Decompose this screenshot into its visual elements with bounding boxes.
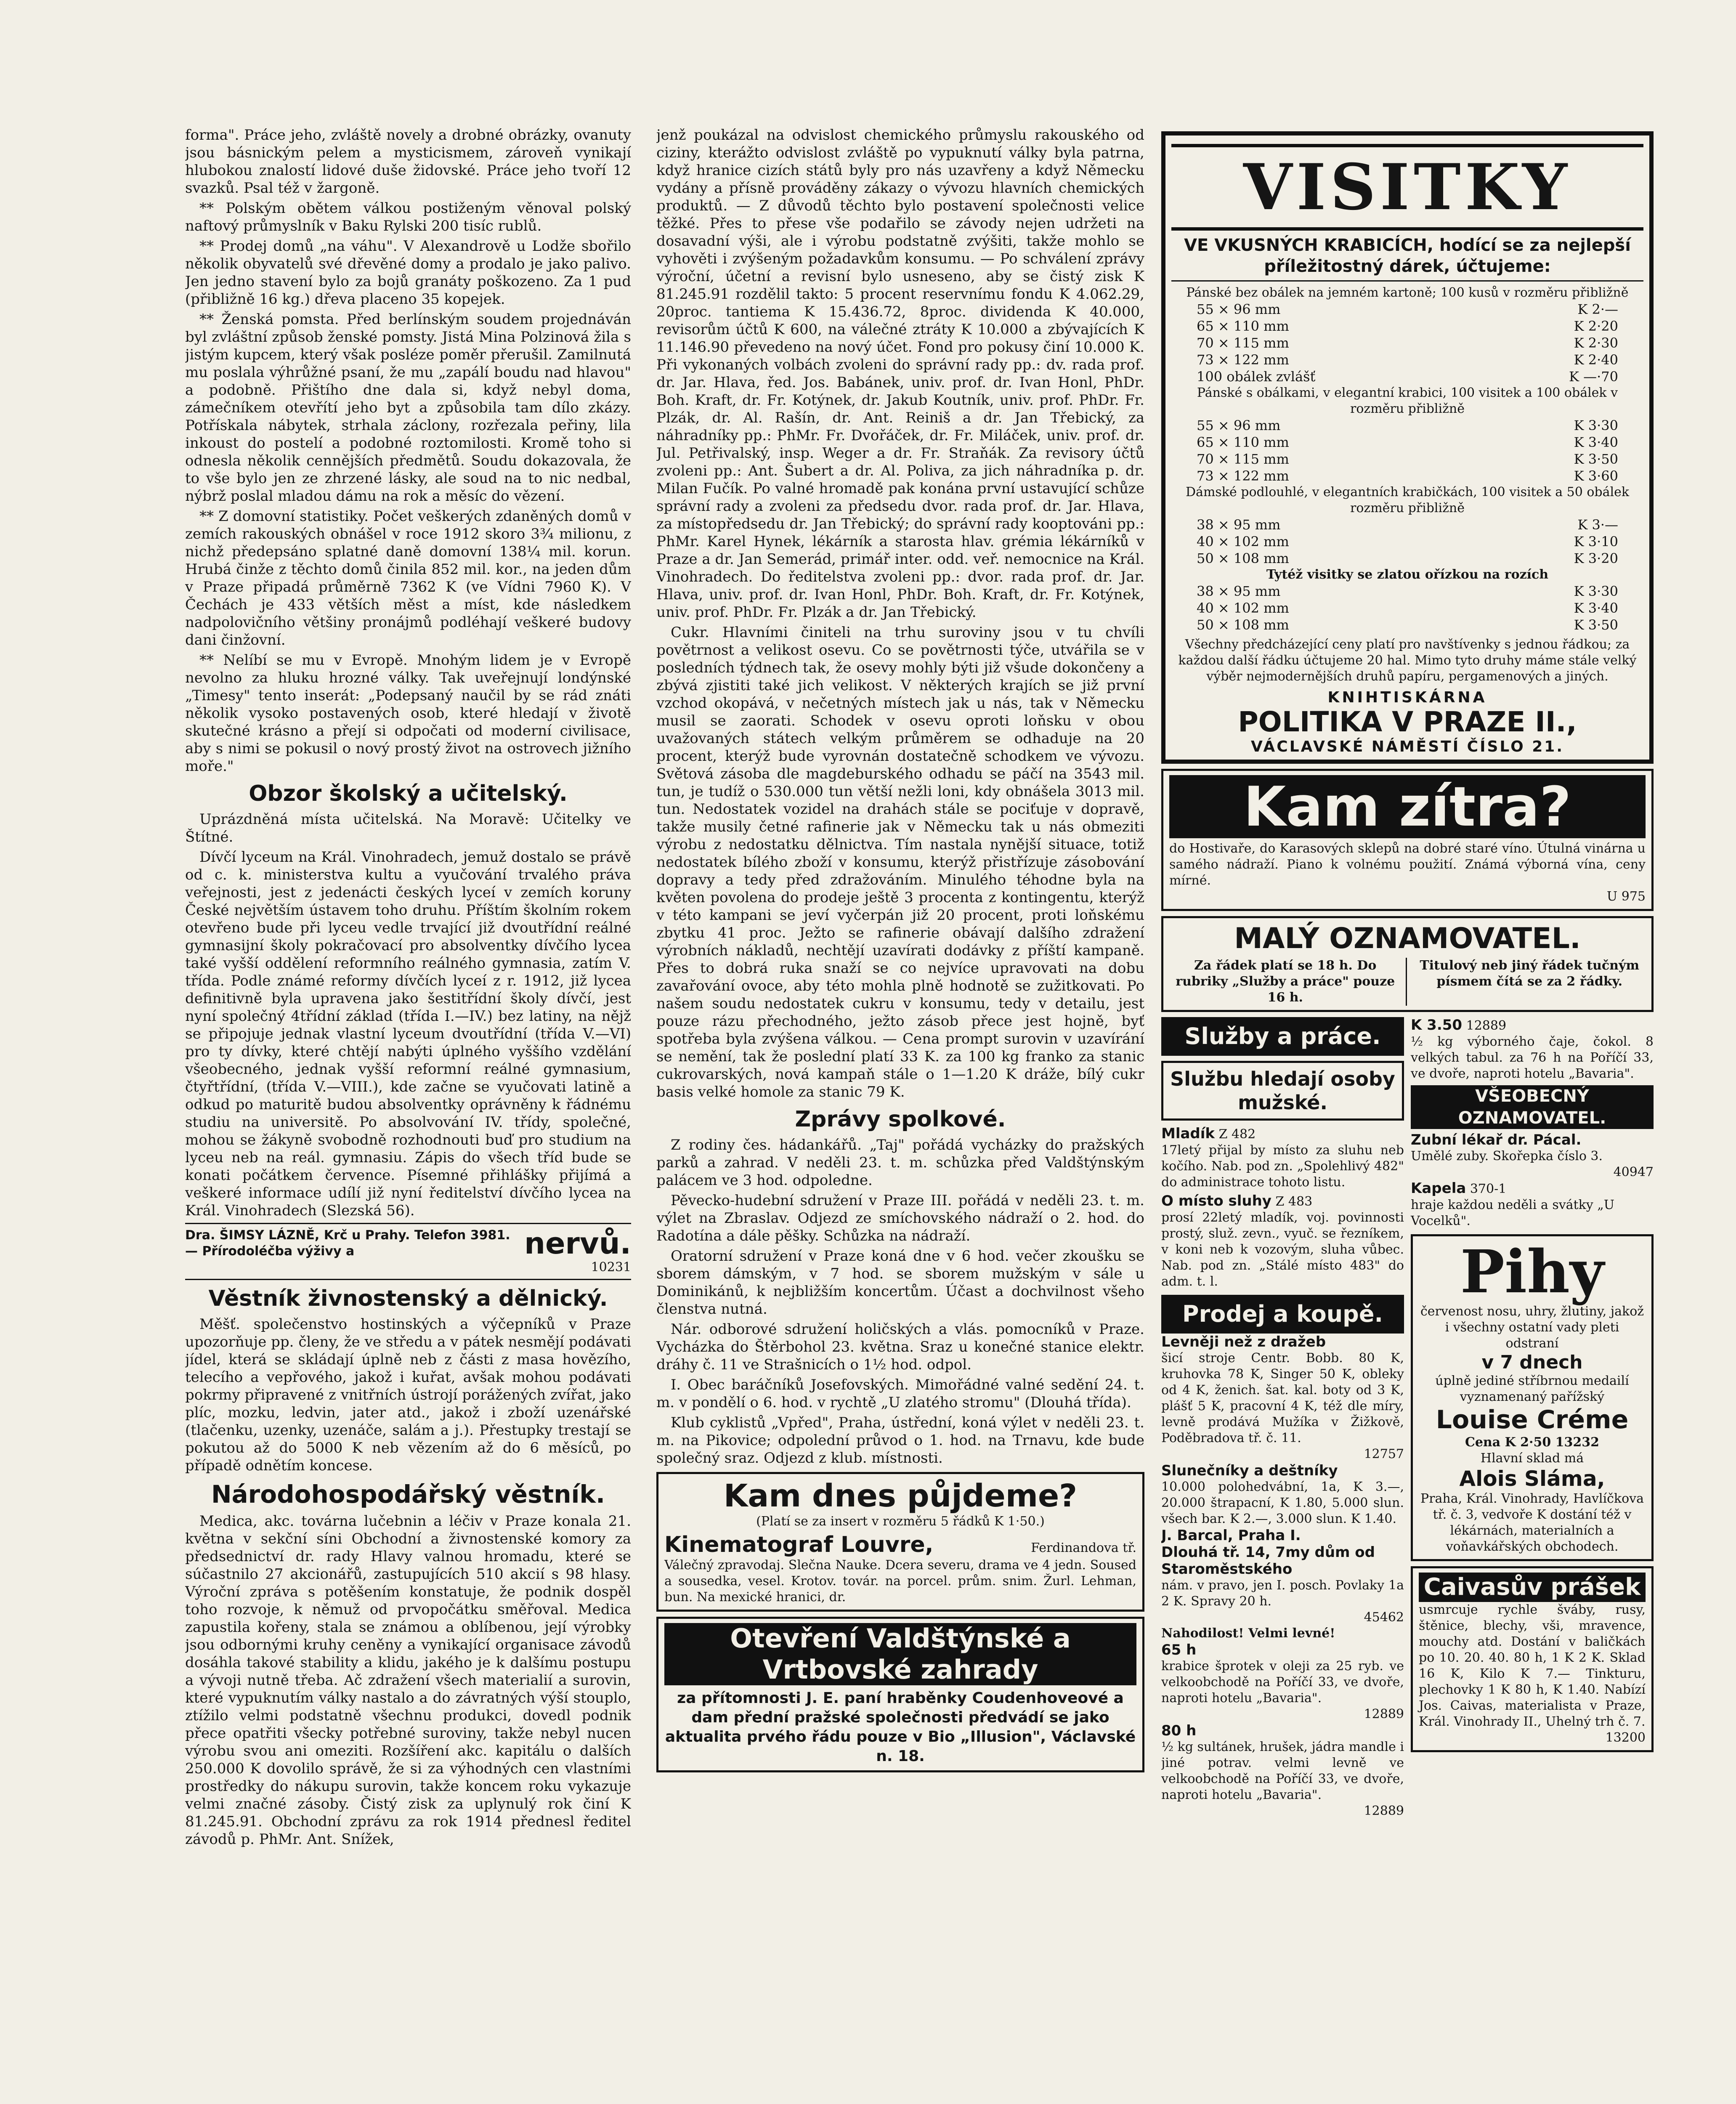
visitky-price-row: [1171, 301, 1643, 318]
visitky-price: K 3·30: [1574, 583, 1618, 599]
article-text: Medica, akc. továrna lučebnin a léčiv v Praze konala 21. května v sekční síni Obchodní a živnostenské komory za předsednictví dr. rady Hlavy valnou hromadu, které se súčastnilo 27 akcionářů, zastupujících 510 akcií s 98 hlasy. Výroční zpráva s potěšením konstatuje, že podnik dospěl toho rozvoje, k němuž od prvopočátku směřoval. Medica zapustila kořeny, stala se známou a oblíbenou, její výrobky jsou odbornými kruhy ceněny a vynikající organisace závodů dosáhla takové stability a klidu, jakého je k dalšímu postupu a vývoji nutně třeba. Ač zdražení všech materialií a surovin, které vypuknutím války nastalo a do závratných výší stouplo, ztížilo velmi podstatně všechnu produkci, dovedl podnik přece opatřiti všecky potřebné suroviny, takže nebyl nucen výrobu svou ani omeziti. Rozšíření akc. kapitálu o dalších 250.000 K dovolilo správě, že si za výhodných cen vlastními prostředky do nákupu surovin, takže koncem roku vykazuje velmi značné zásoby. Čistý zisk za uplynulý rok činí K 81.245.91. Obchodní zprávu za rok 1914 přednesl ředitel závodů p. PhMr. Ant. Snížek,: [185, 1513, 631, 1848]
visitky-section-1: Pánské bez obálek na jemném kartoně; 100 kusů v rozměru přibližně: [1186, 285, 1629, 300]
section-heading-school: Obzor školský a učitelský.: [249, 781, 568, 806]
pihy-name: Alois Sláma,: [1459, 1466, 1605, 1491]
caivas-title: Caivasův prášek: [1419, 1573, 1646, 1602]
divider: [185, 1223, 631, 1224]
column-right: [1161, 126, 1654, 2104]
visitky-price: K 2·30: [1574, 335, 1618, 351]
visitky-title: VISITKY: [1243, 150, 1572, 224]
ad-gardens-title-1: Otevření Valdštýnské a: [664, 1623, 1136, 1654]
pihy-address: Praha, Král. Vinohrady, Havlíčkova tř. č. 3, vedvoře K dostání též v lékárnách, materialních a voňavkářských obchodech.: [1420, 1491, 1644, 1554]
kam-zitra-title: Kam zítra?: [1169, 775, 1646, 838]
visitky-rows-4: [1171, 583, 1643, 633]
visitky-knihtiskarna: KNIHTISKÁRNA: [1327, 689, 1487, 706]
visitky-price-row: [1171, 351, 1643, 368]
kapela-tag: Kapela: [1411, 1180, 1466, 1197]
levneji-text: šicí stroje Centr. Bobb. 80 K, kruhovka 78 K, Singer 50 K, obleky od 4 K, ženich. šat. kal. boty od 3 K, plášť 5 K, pracovní 4 K, též dle míry, levně prodává Mužíka v Žižkově, Poděbradova tř. č. 11.: [1161, 1351, 1404, 1445]
divider: [1171, 227, 1643, 231]
visitky-section-4: Tytéž visitky se zlatou ořízkou na rozích: [1266, 567, 1549, 582]
ad-pihy: [1411, 1234, 1654, 1561]
article-text: Oratorní sdružení v Praze koná dne v 6 hod. večer zkoušku se sborem dámským, v 7 hod. se sborem mužským v sále u Dominikánů, k nejbližším koncertům. Účast a dochvilnost všeho členstva nutná.: [656, 1248, 1144, 1318]
ad-louvre-title: Kinematograf Louvre,: [664, 1532, 934, 1557]
article-text: ** Nelíbí se mu v Evropě. Mnohým lidem je v Evropě nevolno za hluku hrozné války. Tak uveřejnují londýnské „Timesy" tento inserát: „Podepsaný naučil by se rád znáti několik vysoko postavených osob, které hledají v životě skutečné krásno a přejí si odpočati od moderní civilisace, aby s nimi se pokusil o nový prostý život na ostrovech jižního moře.": [185, 652, 631, 775]
k350-price: K 3.50: [1411, 1017, 1463, 1033]
article-text: Dívčí lyceum na Král. Vinohradech, jemuž dostalo se právě od c. k. ministerstva kultu a vyučování trvalého práva veřejnosti, jest z jedenácti českých lyceí v zemích koruny České největším ústavem toho druhu. Příštím školním rokem otevřeno bude při lyceu vedle trvající již dvoutřídní reálné gymnasijní školy pokračovací pro absolventky dívčího lycea také vyšší oddělení reformního reálného gymnasia, zatím V. třída. Podle známé reformy dívčích lyceí z r. 1912, již lycea definitivně byla upravena jako šestitřídní školy dívčí, jest nyní společný 4třídní základ (třída I.—IV.) bez latiny, na nějž se připojuje jednak vlastní lyceum dvoutřídní (třída V.—VI) pro ty dívky, které chtějí nabýti úplného vyššího vzdělání všeobecného, jednak vyšší reformní reálné gymnasium, čtyřtřídní, (třída V.—VIII.), kde začne se vyučovati latině a odkud po maturitě budou absolventky oprávněny k řádnému studiu na universitě. Po absolvování IV. třídy, společné, mohou se žákyně svobodně rozhodnouti buď pro studium na lyceu neb na reál. gymnasiu. Zápis do všech tříd bude se konati počátkem července. Písemné přihlášky přijímá a veškeré informace udílí již nyní ředitelství dívčího lycea na Král. Vinohradech (Slezská 56).: [185, 849, 631, 1219]
section-heading-economy: Národohospodářský věstník.: [211, 1480, 605, 1509]
misto-text: prosí 22letý mladík, voj. povinnosti prostý, služ. zevn., vyuč. se řezníkem, v koni neb k vozovým, sluha vůbec. Nab. pod zn. „Stálé místo 483" do adm. t. l.: [1161, 1210, 1404, 1289]
kapela-text: hraje každou neděli a svátky „U Vocelků".: [1411, 1198, 1615, 1228]
visitky-size: 50 × 108 mm: [1197, 617, 1289, 633]
article-text: Z rodiny čes. hádankářů. „Taj" pořádá vycházky do pražských parků a zahrad. V neděli 23. t. m. schůzka před Valdštýnským palácem ve 3 hod. odpoledne.: [656, 1137, 1144, 1189]
levneji-tag: Levněji než z dražeb: [1161, 1334, 1326, 1350]
kapela-code: 370-1: [1470, 1182, 1507, 1196]
h65-tag: 65 h: [1161, 1642, 1197, 1658]
article-text: forma". Práce jeho, zvláště novely a drobné obrázky, ovanuty jsou básnickým pelem a mysticismem, zároveň vynikají hlubokou znalostí lidové duše židovské. Práce jeho tvoří 12 svazků. Psal též v žargoně.: [185, 127, 631, 197]
visitky-price-row: [1171, 600, 1643, 616]
visitky-rows-3: [1171, 516, 1643, 567]
pihy-text-3: úplně jediné stříbrnou medailí vyznamenaný pařížský: [1435, 1373, 1629, 1404]
article-text: Měšť. společenstvo hostinských a výčepníků v Praze upozorňuje pp. členy, že ve středu a v pátek nesmějí podávati jídel, která se skládají úplně neb z části z masa hovězího, telecího a vepřového, jakož i kuřat, avšak mohou podávati pokrmy připravené z vnitřních ústrojí porážených zvířat, jako plíc, mozku, ledvin, jater atd., jakož i zboží uzenářské (tlačenku, uzenky, uzenáče, salám a j.). Přestupky trestají se pokutou až do 5000 K neb vězením až do 6 měsíců, po případě odnětím koncese.: [185, 1316, 631, 1474]
visitky-sub: VE VKUSNÝCH KRABICÍCH, hodící se za nejlepší příležitostný dárek, účtujeme:: [1184, 236, 1631, 276]
caivas-code: 13200: [1605, 1730, 1646, 1745]
pihy-title: Pihy: [1460, 1238, 1604, 1307]
pihy-text-2: v 7 dnech: [1481, 1352, 1583, 1373]
mladik-code: Z 482: [1218, 1127, 1256, 1142]
article-text: ** Ženská pomsta. Před berlínským soudem projednáván byl zvláštní způsob ženské pomsty. Jistá Mina Polzinová žila s jistým kupcem, který však posléze poměr přerušil. Zamilnutá mu poslala výhrůžné psaní, že mu „zapálí boudu nad hlavou" a podobně. Přištího dne dala si, když nebyl doma, zámečníkem otevřítí jeho byt a způsobila tam dílo zkázy. Potřískala nábytek, strhala záclony, rozřezala peřiny, lila inkoust do postelí a podobné roztomilosti. Kromě toho si odnesla několik cennějších předmětů. Soudu dokazovala, že to vše bylo jen ze zhrzené lásky, ale soud na to nic nedbal, nýbrž poslal mladou dámu na rok a měsíc do vězení.: [185, 311, 631, 505]
visitky-price: K 3·50: [1574, 617, 1618, 633]
ad-kam-dnes: [656, 1472, 1144, 1612]
ad-visitky: [1161, 131, 1654, 764]
levneji-code: 12757: [1364, 1447, 1404, 1461]
barcal-tag: J. Barcal, Praha I.: [1161, 1527, 1301, 1544]
maly-title: MALÝ OZNAMOVATEL.: [1234, 922, 1581, 955]
article-text: I. Obec baráčníků Josefovských. Mimořádné valné sedění 24. t. m. v pondělí o 6. hod. v rychtě „U zlatého stromu" (Dlouhá třída).: [656, 1376, 1144, 1411]
h80-code: 12889: [1364, 1804, 1404, 1818]
ad-simsy: [185, 1227, 631, 1259]
article-text: jenž poukázal na odvislost chemického průmyslu rakouského od ciziny, kterážto odvislost zvláště po vypuknutí války byla patrna, když hranice cizích států byly pro nás uzavřeny a když Německu vydány a přísně prováděny zákazy o vývozu hlavních chemických produktů. — Z důvodů těchto bylo postavení společnosti velice těžké. Přes to přese vše podařilo se závody nejen udržeti na dosavadní výši, ale i výrobu podstatně zvýšiti, takže mohlo se vyhověti i zvýšeným požadavkům konsumu. — Po schválení zprávy výroční, účetní a revisní bylo usneseno, aby se čistý zisk K 81.245.91 rozdělil takto: 5 procent reservnímu fondu K 4.062.29, 20proc. tantiema K 15.436.72, 8proc. dividenda K 40.000, revisorům účtů K 600, na válečné ztráty K 10.000 a zbývajících K 11.146.90 převedeno na nový účet. Fond pro pokusy činí 10.000 K. Při vykonaných volbách zvoleni do správní rady pp.: dv. rada prof. dr. Jar. Hlava, řed. Jos. Babánek, univ. prof. dr. Ivan Honl, PhDr. Boh. Kraft, dr. Fr. Kotýnek, dr. Jakub Koutník, univ. prof. PhDr. Fr. Plzák, dr. Al. Rašín, dr. Ant. Reiniš a dr. Jan Třebický, za náhradníky pp.: PhMr. Fr. Dvořáček, dr. Fr. Miláček, univ. prof. dr. Jul. Petřivalský, insp. Weger a dr. Fr. Straňák. Za revisory účtů zvoleni pp.: Ant. Šubert a dr. Al. Poliva, za jich náhradníka p. dr. Milan Fučík. Po valné hromadě pak konána první ustavující schůze správní rady a zvoleni za předsedu dvor. rada prof. dr. Jar. Hlava, za místopředsedu dr. Jan Třebický; do správní rady kooptováni pp.: PhMr. Karel Hynek, lékárník a starosta hlav. grémia lékárníků v Praze a dr. Jan Semerád, primář inter. odd. veř. nemocnice na Král. Vinohradech. Do ředitelstva zvoleni pp.: dvor. rada prof. dr. Jar. Hlava, univ. prof. dr. Ivan Honl, PhDr. Boh. Kraft, dr. Fr. Kotýnek, univ. prof. PhDr. Fr. Plzák a dr. Jan Třebický.: [656, 127, 1144, 621]
visitky-price: K 3·20: [1574, 550, 1618, 566]
sluzby-heading: Služby a práce.: [1161, 1017, 1404, 1056]
prodej-heading: Prodej a koupě.: [1161, 1295, 1404, 1334]
section-heading-trade: Věstník živnostenský a dělnický.: [208, 1286, 608, 1311]
misto-code: Z 483: [1275, 1194, 1313, 1209]
classifieds-left: [1161, 1017, 1404, 1819]
visitky-note: Všechny předcházející ceny platí pro navštívenky s jednou řádkou; za každou další řádku účtujeme 20 hal. Mimo tyto druhy máme stále velký výběr nejmodernějších druhů papíru, pergamenových a jiných.: [1178, 637, 1637, 684]
visitky-size: 100 obálek zvlášť: [1197, 369, 1316, 385]
visitky-politika: POLITIKA V PRAZE II.,: [1238, 706, 1577, 738]
mladik-tag: Mladík: [1161, 1125, 1215, 1142]
visitky-size: 55 × 96 mm: [1197, 301, 1281, 317]
column-middle: [656, 126, 1144, 2104]
visitky-price: K 3·30: [1574, 417, 1618, 433]
k350-text: ½ kg výborného čaje, čokol. 8 velkých tabul. za 76 h na Poříčí 33, ve dvoře, naproti hotelu „Bavaria".: [1411, 1034, 1654, 1081]
visitky-price: K 3·40: [1574, 434, 1618, 450]
ad-louvre-right: Ferdinandova tř.: [1031, 1541, 1136, 1555]
visitky-size: 38 × 95 mm: [1197, 517, 1281, 533]
pihy-price: Cena K 2·50: [1465, 1435, 1551, 1450]
k350-code: 12889: [1466, 1018, 1507, 1033]
visitky-price: K 3·—: [1577, 517, 1618, 533]
classifieds: [1161, 1017, 1654, 1819]
visitky-size: 55 × 96 mm: [1197, 417, 1281, 433]
ad-kam-dnes-title: Kam dnes půjdeme?: [723, 1478, 1078, 1514]
ad-simsy-text: Dra. ŠIMSY LÁZNĚ, Krč u Prahy. Telefon 3981. — Přírodoléčba výživy a: [185, 1228, 510, 1259]
misto-tag: O místo sluhy: [1161, 1193, 1271, 1209]
article-text: Pěvecko-hudební sdružení v Praze III. pořádá v neděli 23. t. m. výlet na Zbraslav. Odjezd ze smíchovského nádraží o 2. hod. do Radotína a dále pěšky. Schůzka na nádraží.: [656, 1192, 1144, 1244]
nahodilost: Nahodilost! Velmi levné!: [1161, 1626, 1335, 1641]
visitky-price-row: [1171, 368, 1643, 385]
visitky-size: 38 × 95 mm: [1197, 583, 1281, 599]
visitky-price: K 3·40: [1574, 600, 1618, 616]
visitky-price-row: [1171, 583, 1643, 600]
visitky-size: 65 × 110 mm: [1197, 318, 1289, 334]
visitky-price: K 2·—: [1577, 301, 1618, 317]
visitky-price-row: [1171, 550, 1643, 567]
ad-kam-zitra: [1161, 769, 1654, 911]
caivas-text: usmrcuje rychle šváby, rusy, štěnice, blechy, vši, mravence, mouchy atd. Dostání v baličkách po 10. 20. 40. 80 h, 1 K 2 K. Sklad 16 K, Kilo K 7.— Tinkturu, plechovky 1 K 80 h, K 1.40. Nabízí Jos. Caivas, materialista v Praze, Král. Vinohrady II., Uhelný trh č. 7.: [1419, 1602, 1646, 1729]
pihy-text-4: Hlavní sklad má: [1480, 1451, 1584, 1466]
visitky-rows-2: [1171, 417, 1643, 484]
visitky-price-row: [1171, 335, 1643, 351]
article-text: ** Prodej domů „na váhu". V Alexandrově u Lodže sbořilo několik obyvatelů své dřevěné domy a prodalo je jako palivo. Jen jedno stavení bylo za bojů granáty poškozeno. Za 1 pud (přibližně 16 kg.) dřeva placeno 35 kopejek.: [185, 238, 631, 308]
visitky-size: 65 × 110 mm: [1197, 434, 1289, 450]
article-text: ** Z domovní statistiky. Počet veškerých zdaněných domů v zemích rakouských obnášel v roce 1912 skoro 3¾ milionu, z nichž předepsáno splatné daně domovní 138¼ mil. korun. Hrubá činže z těchto domů činila 852 mil. kor., na jeden dům v Praze připadá průměrně 7362 K (ve Vídni 7960 K). V Čechách je 433 větších měst a míst, kde následkem nadpolovičního většiny pronájmů podléhají veškeré budovy dani činžovní.: [185, 508, 631, 648]
visitky-size: 73 × 122 mm: [1197, 352, 1289, 368]
visitky-size: 50 × 108 mm: [1197, 550, 1289, 566]
article-text: ** Polským obětem válkou postiženým věnoval polský naftový průmyslník v Baku Rylski 200 tisíc rublů.: [185, 200, 631, 234]
visitky-price: K —·70: [1569, 369, 1618, 385]
ad-caivas: [1411, 1566, 1654, 1752]
visitky-price-row: [1171, 434, 1643, 451]
maly-left: Za řádek platí se 18 h. Do rubriky „Služby a práce" pouze 16 h.: [1169, 958, 1407, 1006]
vseobecny-1: VŠEOBECNÝ: [1411, 1085, 1654, 1107]
visitky-price: K 3·50: [1574, 451, 1618, 467]
divider: [1171, 144, 1643, 147]
visitky-size: 70 × 115 mm: [1197, 335, 1289, 351]
visitky-address: VÁCLAVSKÉ NÁMĚSTÍ ČÍSLO 21.: [1251, 738, 1564, 755]
visitky-size: 40 × 102 mm: [1197, 534, 1289, 550]
pihy-text-1: červenost nosu, uhry, žlutiny, jakož i všechny ostatní vady pleti odstraní: [1420, 1304, 1644, 1351]
maly-right: Titulový neb jiný řádek tučným písmem čítá se za 2 řádky.: [1420, 958, 1640, 989]
visitky-section-2: Pánské s obálkami, v elegantní krabici, 100 visitek a 100 obálek v rozměru přibližně: [1197, 385, 1618, 416]
visitky-price: K 3·60: [1574, 468, 1618, 484]
zubni-tag: Zubní lékař dr. Pácal.: [1411, 1132, 1582, 1148]
slunecniky-text: 10.000 polohedvábní, 1a, K 3.—, 20.000 štrapacní, K 1.80, 5.000 slun. všech bar. K 2.—, 3.000 slun. K 1.40.: [1161, 1480, 1404, 1526]
visitky-price: K 2·40: [1574, 352, 1618, 368]
visitky-size: 40 × 102 mm: [1197, 600, 1289, 616]
mladik-text: 17letý přijal by místo za sluhu neb kočího. Nab. pod zn. „Spolehlivý 482" do administrace tohoto listu.: [1161, 1143, 1404, 1190]
visitky-price-row: [1171, 533, 1643, 550]
h65-text: krabice šprotek v oleji za 25 ryb. ve velkoobchodě na Poříčí 33, ve dvoře, naproti hotelu „Bavaria".: [1161, 1659, 1404, 1706]
article-text: Uprázdněná místa učitelská. Na Moravě: Učitelky ve Štítné.: [185, 811, 631, 845]
ad-gardens-text: za přítomnosti J. E. paní hraběnky Coudenhoveové a dam přední pražské společnosti předvádí se jako aktualita prvého řádu pouze v Bio „Illusion", Václavské n. 18.: [665, 1690, 1136, 1765]
kam-zitra-text: do Hostivaře, do Karasových sklepů na dobré staré víno. Útulná vinárna u samého nádraží. Piano k volnému použití. Známá výborná vína, ceny mírné.: [1169, 841, 1646, 888]
visitky-price-row: [1171, 468, 1643, 484]
zubni-code: 40947: [1613, 1165, 1654, 1180]
article-text: Klub cyklistů „Vpřed", Praha, ústřední, koná výlet v neděli 23. t. m. na Pikovice; odpolední průvod o 1. hod. na Trnavu, kde bude společný sraz. Odjezd z klub. místnosti.: [656, 1414, 1144, 1466]
classifieds-right: [1411, 1017, 1654, 1819]
divider: [1171, 280, 1643, 282]
maly-oznamovatel: [1161, 916, 1654, 1012]
visitky-price-row: [1171, 417, 1643, 434]
h80-text: ½ kg sultánek, hrušek, jádra mandle i jiné potrav. velmi levně ve velkoobchodě na Poříčí 33, ve dvoře, naproti hotelu „Bavaria".: [1161, 1740, 1404, 1802]
visitky-section-3: Dámské podlouhlé, v elegantních krabičkách, 100 visitek a 50 obálek rozměru přibližně: [1186, 485, 1629, 515]
ad-gardens-title-2: Vrtbovské zahrady: [664, 1654, 1136, 1685]
visitky-size: 70 × 115 mm: [1197, 451, 1289, 467]
zubni-text: Umělé zuby. Skořepka číslo 3.: [1411, 1149, 1603, 1164]
barcal-code: 45462: [1364, 1610, 1404, 1625]
pihy-code: 13232: [1555, 1435, 1600, 1450]
divider: [185, 1279, 631, 1280]
ad-simsy-big: nervů.: [524, 1226, 631, 1261]
visitky-price-row: [1171, 616, 1643, 633]
barcal-text: nám. v pravo, jen I. posch. Povlaky 1a 2 K. Spravy 20 h.: [1161, 1578, 1404, 1609]
article-text: Cukr. Hlavními činiteli na trhu suroviny jsou v tu chvíli povětrnost a velikost osevu. Co se povětrnosti týče, utvářila se v posledních týdnech tak, že osevy mohly býti již všude dokončeny a zbývá zjistiti také jich velikost. V některých krajích se již první vzchod okopává, v nečetných místech jak u nás, tak v Německu musil se zaorati. Schodek v osevu oproti loňsku v obou uvažovaných státech velkým průměrem se odhaduje na 20 procent, kterýž bude vyrovnán dostatečně schodkem ve vývozu. Světová zásoba dle magdeburského odhadu se páčí na 3543 mil. tun, je tudíž o 530.000 tun větší nežli loni, kdy obnášela 3013 mil. tun. Nedostatek vozidel na drahách stále se pociťuje v dopravě, takže musily četné rafinerie jak v Německu tak u nás obmeziti výrobu z nedostatku dělnictva. Tím nastala nynější situace, totiž nedostatek bílého zboží v konsumu, kterýž přistřízuje zásobování dopravy a tedy před zdražováním. Minulého téhodne byla na květen povolena do prodeje ještě 3 procenta z kontingentu, kterýž v této kampani se jeví vyčerpán již 20 procent, proti loňskému zbytku 41 proc. Ježto se rafinerie obávají dalšího zdražení výrobních nákladů, nechtějí uzavírati dodávky z příští kampaně. Přes to dobrá ruka snaží se co nejvíce upravovati na dobu zavařování ovoce, aby této mohla plně hodnotě se zužitkovati. Po našem soudu nedostatek cukru v konsumu, tedy v detailu, jest pouze rázu přechodného, ježto zásob přece jest hojně, byť spotřeba byla zvýšena válkou. — Cena prompt surovin v uzavírání se nemění, tak že poslední platí 33 K. za 100 kg franko za stanic cukrovarských, nová kampaň stále o 1—1.20 K dráže, bílý cukr basis velké homole za stanic 79 K.: [656, 624, 1144, 1100]
visitky-price: K 2·20: [1574, 318, 1618, 334]
article-text: Nár. odborové sdružení holičských a vlás. pomocníků v Praze. Vycházka do Štěrbohol 23. května. Sraz u konečné stanice elektr. dráhy č. 11 ve Strašnicích o 1½ hod. odpol.: [656, 1321, 1144, 1373]
visitky-price-row: [1171, 318, 1643, 335]
ad-kam-dnes-sub: (Platí se za insert v rozměru 5 řádků K 1·50.): [756, 1514, 1045, 1529]
barcal-address: Dlouhá tř. 14, 7my dům od Staroměstského: [1161, 1544, 1375, 1578]
pihy-brand: Louise Créme: [1436, 1405, 1629, 1435]
section-heading-associations: Zprávy spolkové.: [795, 1107, 1006, 1132]
ad-louvre-text: Válečný zpravodaj. Slečna Nauke. Dcera severu, drama ve 4 jedn. Soused a sousedka, vesel. Krotov. továr. na porcel. prům. snim. Žurl. Lehman, bun. Na mexické hranici, dr.: [664, 1558, 1136, 1605]
visitky-price-row: [1171, 451, 1643, 468]
visitky-size: 73 × 122 mm: [1197, 468, 1289, 484]
vseobecny-2: OZNAMOVATEL.: [1411, 1107, 1654, 1129]
visitky-price-row: [1171, 516, 1643, 533]
h65-code: 12889: [1364, 1707, 1404, 1721]
column-left: [185, 126, 631, 2104]
visitky-rows-1: [1171, 301, 1643, 385]
hledaji-heading: Službu hledají osoby mužské.: [1161, 1061, 1404, 1121]
h80-tag: 80 h: [1161, 1722, 1197, 1739]
slunecniky-tag: Slunečníky a deštníky: [1161, 1462, 1338, 1479]
ad-gardens: [656, 1617, 1144, 1772]
kam-zitra-code: U 975: [1606, 889, 1646, 904]
ad-code: 10231: [591, 1260, 631, 1275]
visitky-price: K 3·10: [1574, 534, 1618, 550]
